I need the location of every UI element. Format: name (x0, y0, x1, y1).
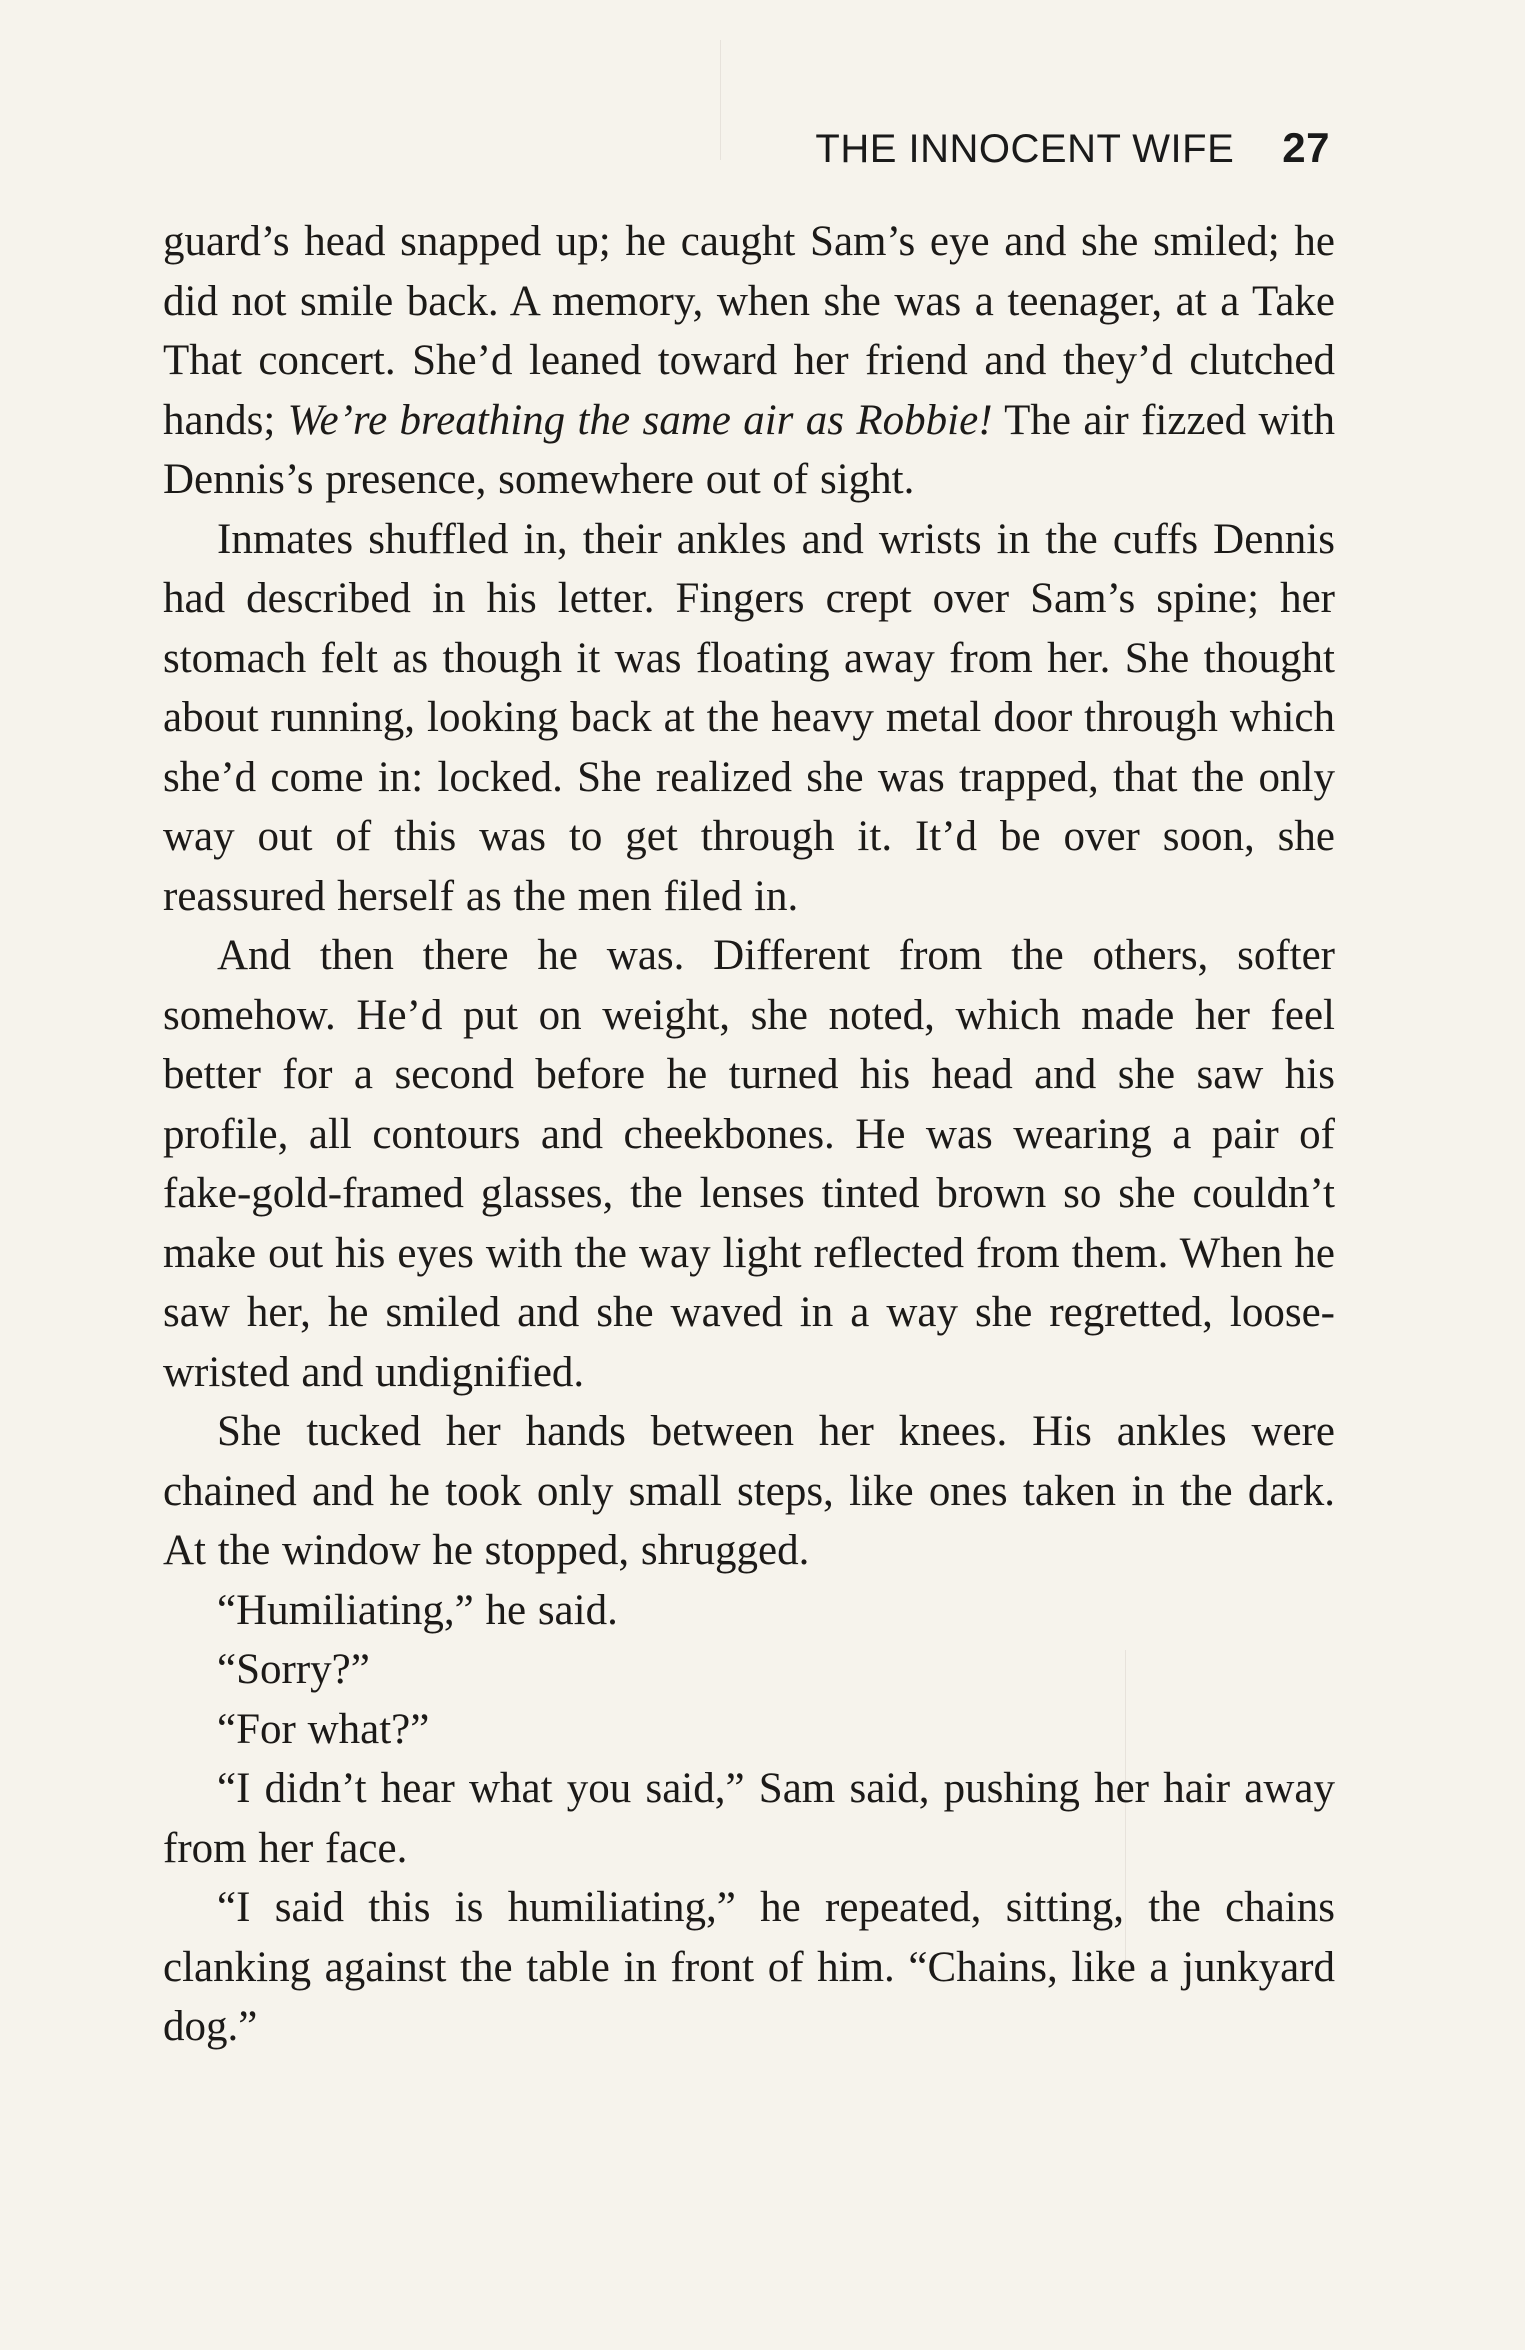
dialogue-line: “Sorry?” (217, 1646, 370, 1693)
page-number: 27 (1282, 124, 1330, 171)
paragraph-text: guard’s head snapped up; he caught Sam’s eye and she smiled; he did not smile back. A memory, when she was a teenager, at a Take That concert. She’d leaned toward her friend and they’d clutched hands; (163, 218, 1335, 444)
paragraph-text: The air fizzed with Dennis’s presence, somewhere out of sight. (163, 396, 1335, 503)
dialogue-line: “I didn’t hear what you said,” Sam said, pushing her hair away from her face. (163, 1765, 1335, 1872)
dialogue-line: “Humiliating,” he said. (217, 1586, 618, 1634)
dialogue-line: “For what?” (217, 1705, 430, 1753)
dialogue-line: “I said this is humiliating,” he repeated, sitting, the chains clanking against the table in front of him. “Chains, like a junkyard dog.” (163, 1884, 1335, 2050)
paragraph-1 (163, 212, 1335, 510)
paragraph-4: She tucked her hands between her knees. His ankles were chained and he took only small steps, like ones taken in the dark. At the window he stopped, shrugged. (163, 1408, 1335, 1574)
scan-crease-line (720, 40, 721, 160)
running-header (815, 124, 1330, 172)
body-text (163, 212, 1335, 2057)
running-title: THE INNOCENT WIFE (815, 127, 1235, 171)
paragraph-3: And then there he was. Different from the others, softer somehow. He’d put on weight, she noted, which made her feel better for a second before he turned his head and she saw his profile, all contours and cheekbones. He was wearing a pair of fake-gold-framed glasses, the lenses tinted brown so she couldn’t make out his eyes with the way light reflected from them. When he saw her, he smiled and she waved in a way she regretted, loose-wristed and undignified. (163, 932, 1335, 1396)
italic-thought: We’re breathing the same air as Robbie! (287, 396, 993, 444)
paragraph-2: Inmates shuffled in, their ankles and wrists in the cuffs Dennis had described in his letter. Fingers crept over Sam’s spine; her stomach felt as though it was floating away from her. She thought about running, looking back at the heavy metal door through which she’d come in: locked. She realized she was trapped, that the only way out of this was to get through it. It’d be over soon, she reassured herself as the men filed in. (163, 515, 1335, 920)
